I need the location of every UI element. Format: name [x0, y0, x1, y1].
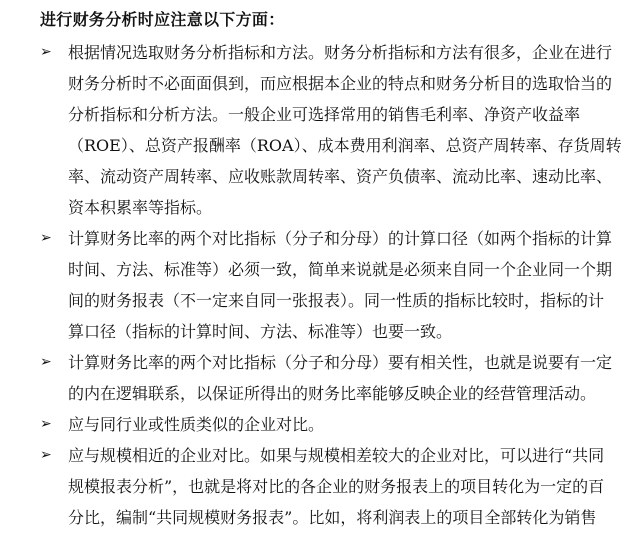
paragraph-line: 应与同行业或性质类似的企业对比。 [68, 415, 325, 434]
paragraph-line: 率、流动资产周转率、应收账款周转率、资产负债率、流动比率、速动比率、 [68, 167, 613, 186]
bullet-arrow-icon: ➢ [40, 416, 52, 432]
paragraph-line: 计算财务比率的两个对比指标（分子和分母）的计算口径（如两个指标的计算 [68, 229, 613, 248]
paragraph-line: 时间、方法、标准等）必须一致，简单来说就是必须来自同一个企业同一个期 [68, 260, 613, 279]
paragraph-line: 算口径（指标的计算时间、方法、标准等）也要一致。 [68, 322, 453, 341]
bullet-arrow-icon: ➢ [40, 230, 52, 246]
paragraph-line: 应与规模相近的企业对比。如果与规模相差较大的企业对比，可以进行“共同 [68, 446, 605, 465]
paragraph-line: 的内在逻辑联系，以保证所得出的财务比率能够反映企业的经营管理活动。 [68, 384, 597, 403]
paragraph-line: （ROE）、总资产报酬率（ROA）、成本费用利润率、总资产周转率、存货周转 [68, 136, 622, 155]
paragraph-line: 财务分析时不必面面俱到，而应根据本企业的特点和财务分析目的选取恰当的 [68, 74, 613, 93]
paragraph-line: 根据情况选取财务分析指标和方法。财务分析指标和方法有很多，企业在进行 [68, 43, 613, 62]
paragraph-line: 规模报表分析”，也就是将对比的各企业的财务报表上的项目转化为一定的百 [68, 477, 605, 496]
paragraph-line: 计算财务比率的两个对比指标（分子和分母）要有相关性，也就是说要有一定 [68, 353, 613, 372]
paragraph-line: 间的财务报表（不一定来自同一张报表）。同一性质的指标比较时，指标的计 [68, 291, 605, 310]
bullet-arrow-icon: ➢ [40, 447, 52, 463]
paragraph-line: 分析指标和分析方法。一般企业可选择常用的销售毛利率、净资产收益率 [68, 105, 581, 124]
section-heading: 进行财务分析时应注意以下方面： [40, 10, 285, 29]
paragraph-line: 分比，编制“共同规模财务报表”。比如，将利润表上的项目全部转化为销售 [68, 508, 597, 527]
bullet-arrow-icon: ➢ [40, 354, 52, 370]
bullet-arrow-icon: ➢ [40, 44, 52, 60]
paragraph-line: 资本积累率等指标。 [68, 198, 213, 217]
